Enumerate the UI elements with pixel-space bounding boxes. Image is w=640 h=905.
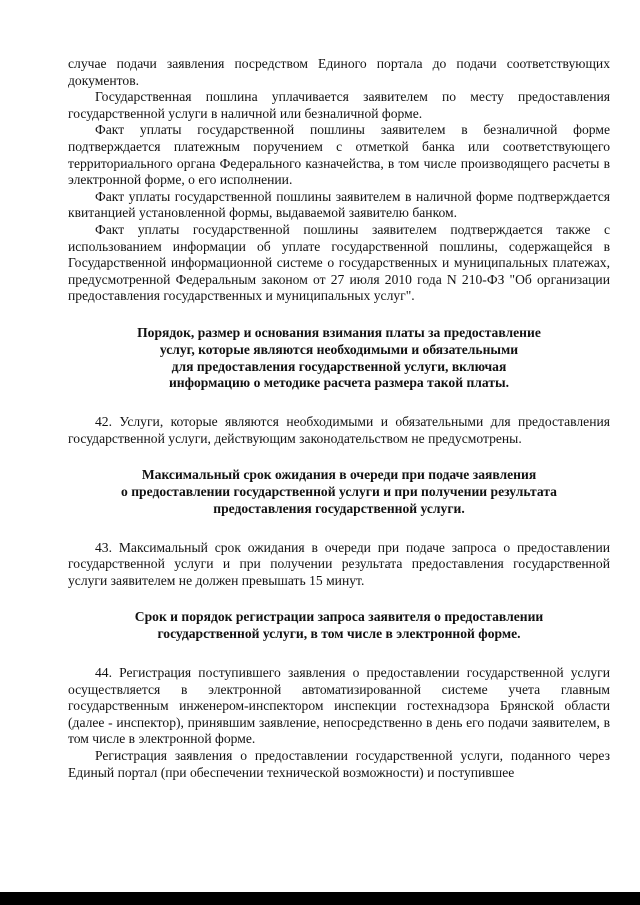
section-heading-registration: Срок и порядок регистрации запроса заявителя о предоставлении государственной услуги, в том числе в электронной форме. bbox=[134, 609, 544, 642]
scan-bottom-border bbox=[0, 892, 640, 905]
paragraph-continuation: случае подачи заявления посредством Единого портала до подачи соответствующих документов. bbox=[68, 56, 610, 88]
paragraph-cash-payment: Факт уплаты государственной пошлины заявителем в наличной форме подтверждается квитанцией установленной формы, выдаваемой заявителю банком. bbox=[68, 188, 610, 221]
paragraph-state-fee-place: Государственная пошлина уплачивается заявителем по месту предоставления государственной услуги в наличной или безналичной форме. bbox=[68, 89, 610, 121]
paragraph-42: 42. Услуги, которые являются необходимыми и обязательными для предоставления государственной услуги, действующим законодательством не предусмотрены. bbox=[68, 414, 610, 446]
paragraph-43: 43. Максимальный срок ожидания в очереди при подаче запроса о предоставлении государственной услуги и при получении результата предоставления государственной услуги заявителем не должен превышать 15 минут. bbox=[68, 539, 610, 588]
section-heading-queue-time: Максимальный срок ожидания в очереди при подаче заявления о предоставлении государственной услуги и при получении результата предоставления государственной услуги. bbox=[121, 467, 557, 516]
paragraph-gis-payment-info: Факт уплаты государственной пошлины заявителем подтверждается также с использованием информации об уплате государственной пошлины, содержащейся в Государственной информационной системе о государственных и муниципальных платежах, предусмотренной Федеральным законом от 27 июля 2010 года N 210-ФЗ "Об организации предоставления государственных и муниципальных услуг". bbox=[68, 221, 610, 304]
section-heading-fees: Порядок, размер и основания взимания платы за предоставление услуг, которые являются необходимыми и обязательными для предоставления государственной услуги, включая информацию о методике расчета размера такой платы. bbox=[137, 324, 541, 391]
document-page bbox=[68, 56, 610, 781]
paragraph-44: 44. Регистрация поступившего заявления о предоставлении государственной услуги осуществляется в электронной автоматизированной системе учета главным государственным инженером-инспектором инспекции гостехнадзора Брянской области (далее - инспектор), принявшим заявление, непосредственно в день его подачи заявителем, в том числе в электронной форме. bbox=[68, 665, 610, 747]
paragraph-cashless-payment: Факт уплаты государственной пошлины заявителем в безналичной форме подтверждается платежным поручением с отметкой банка или соответствующего территориального органа Федерального казначейства, в том числе производящего расчеты в электронной форме, о его исполнении. bbox=[68, 122, 610, 188]
paragraph-44-portal: Регистрация заявления о предоставлении государственной услуги, поданного через Единый портал (при обеспечении технической возможности) и поступившее bbox=[68, 748, 610, 780]
